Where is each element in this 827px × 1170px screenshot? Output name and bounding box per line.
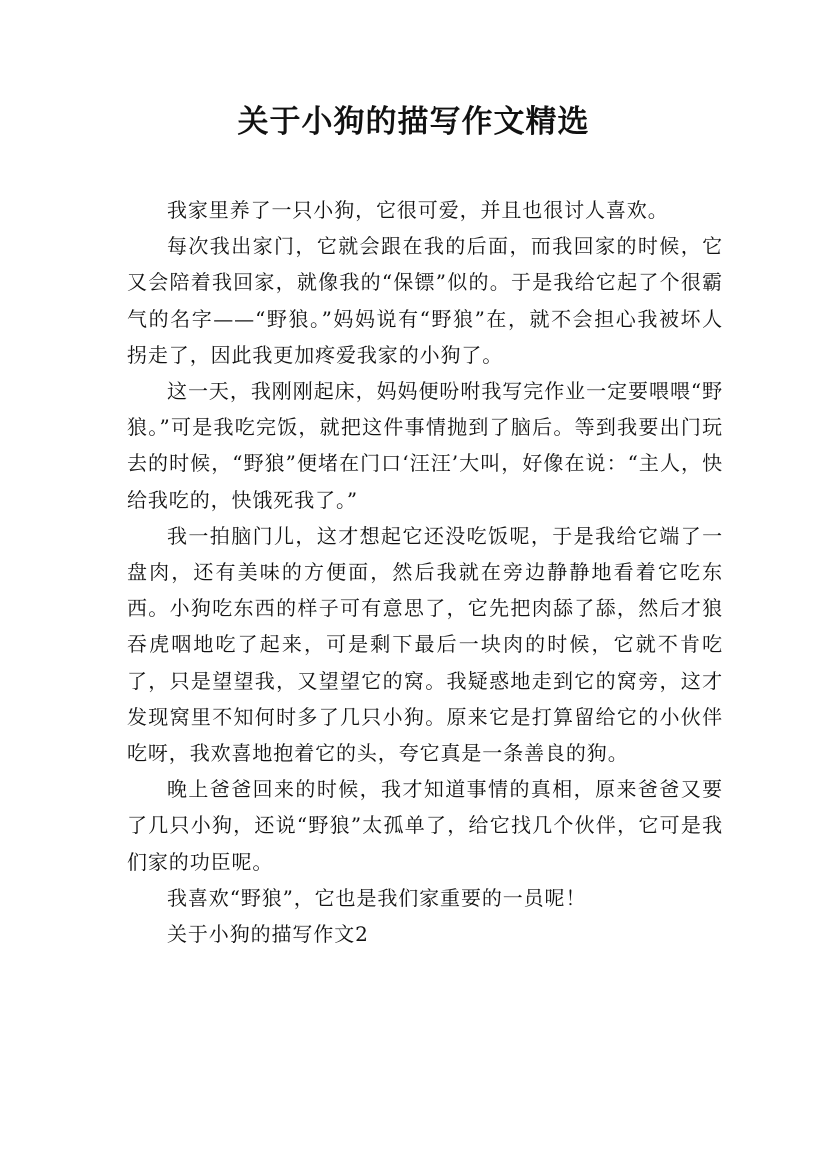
paragraph-6: 我喜欢“野狼”，它也是我们家重要的一员呢！ <box>167 885 587 910</box>
paragraph-3: 这一天，我刚刚起床，妈妈便吩咐我写完作业一定要喂喂“野狼。”可是我吃完饭，就把这件事情抛到了脑后。等到我要出门玩去的时候，“野狼”便堵在门口‘汪汪’大叫，好像在说：“主人，快给我吃的，快饿死我了。” <box>127 379 723 512</box>
paragraph-5: 晚上爸爸回来的时候，我才知道事情的真相，原来爸爸又要了几只小狗，还说“野狼”太孤单了，给它找几个伙伴，它可是我们家的功臣呢。 <box>127 777 723 874</box>
document-title: 关于小狗的描写作文精选 <box>237 104 590 140</box>
document-body <box>127 192 723 952</box>
paragraph-4: 我一拍脑门儿，这才想起它还没吃饭呢，于是我给它端了一盘肉，还有美味的方便面，然后我就在旁边静静地看着它吃东西。小狗吃东西的样子可有意思了，它先把肉舔了舔，然后才狼吞虎咽地吃了起来，可是剩下最后一块肉的时候，它就不肯吃了，只是望望我，又望望它的窝。我疑惑地走到它的窝旁，这才发现窝里不知何时多了几只小狗。原来它是打算留给它的小伙伴吃呀，我欢喜地抱着它的头，夸它真是一条善良的狗。 <box>127 523 723 766</box>
paragraph-1: 我家里养了一只小狗，它很可爱，并且也很讨人喜欢。 <box>167 198 669 222</box>
paragraph-7-heading: 关于小狗的描写作文2 <box>167 922 369 947</box>
paragraph-2: 每次我出家门，它就会跟在我的后面，而我回家的时候，它又会陪着我回家，就像我的“保镖”似的。于是我给它起了个很霸气的名字——“野狼。”妈妈说有“野狼”在，就不会担心我被坏人拐走了，因此我更加疼爱我家的小狗了。 <box>127 234 723 367</box>
